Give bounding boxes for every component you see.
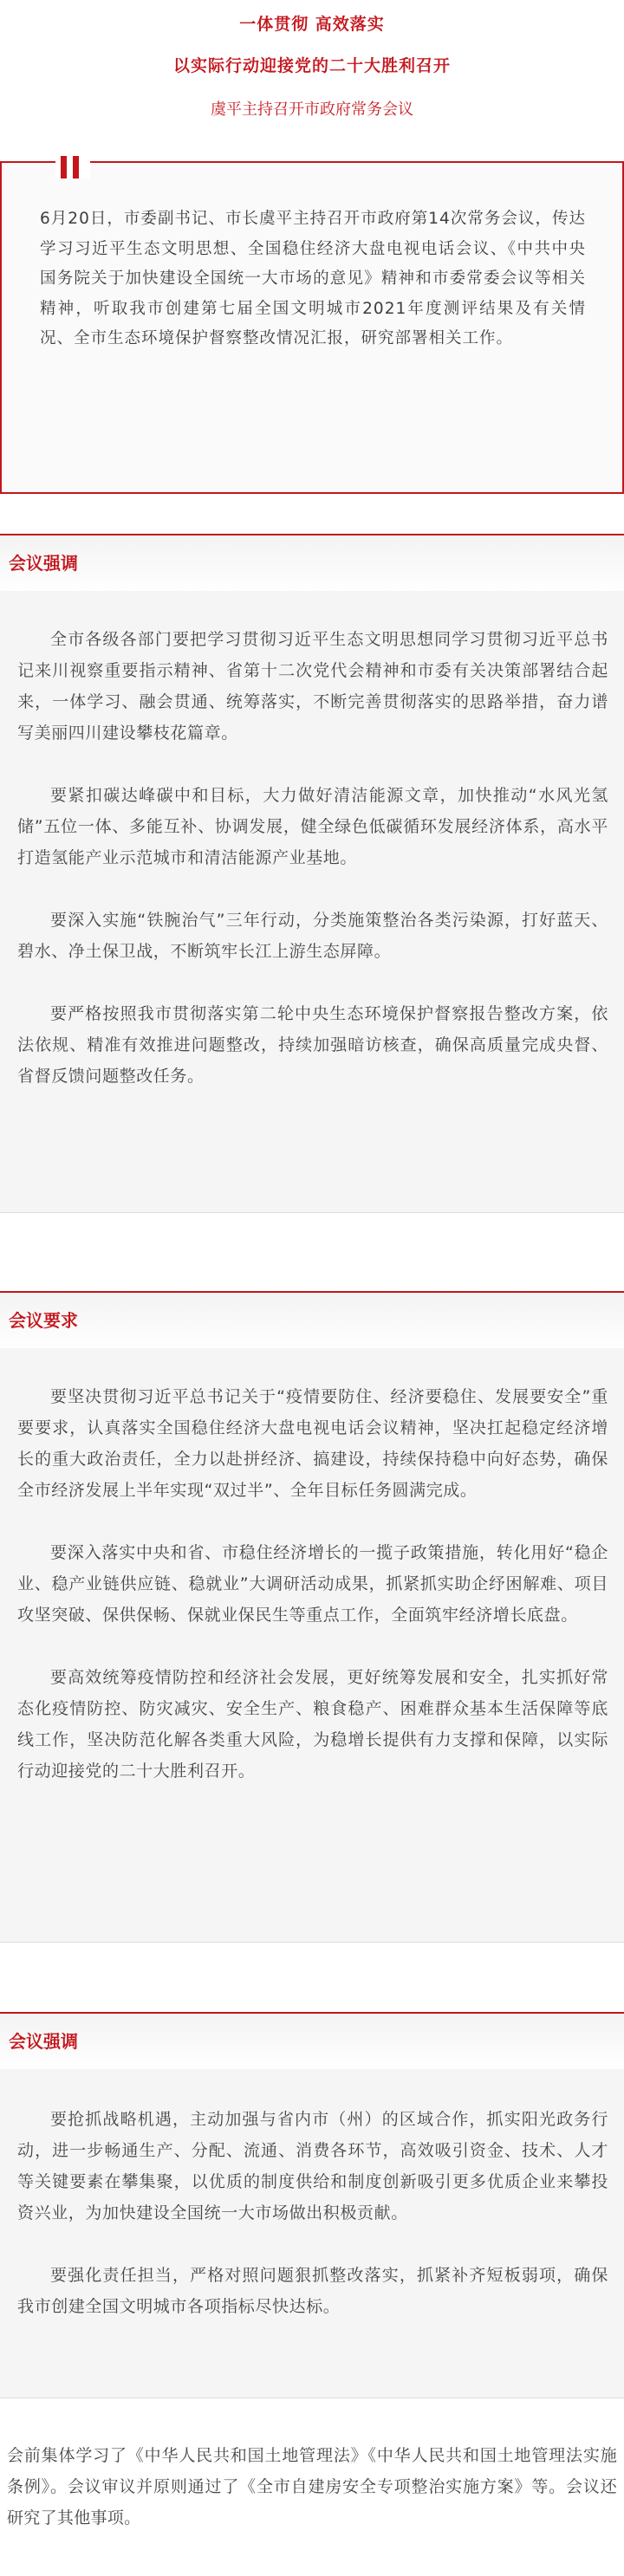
section-3-body <box>0 2069 624 2398</box>
intro-paragraph: 6月20日，市委副书记、市长虞平主持召开市政府第14次常务会议，传达学习习近平生态文明思想、全国稳住经济大盘电视电话会议、《中共中央 国务院关于加快建设全国统一大市场的意见》精神和市委常委会议等相关精神，听取我市创建第七届全国文明城市2021年度测评结果及有关情况、全市生态环境保护督察整改情况汇报，研究部署相关工作。 <box>40 210 586 347</box>
section-2-paragraph: 要深入落实中央和省、市稳住经济增长的一揽子政策措施，转化用好“稳企业、稳产业链供应链、稳就业”大调研活动成果，抓紧抓实助企纾困解难、项目攻坚突破、保供保畅、保就业保民生等重点工作，全面筑牢经济增长底盘。 <box>17 1543 608 1625</box>
headline-subtitle: 虞平主持召开市政府常务会议 <box>211 101 413 119</box>
headline-line-2: 以实际行动迎接党的二十大胜利召开 <box>172 56 451 75</box>
section-1-paragraph: 要严格按照我市贯彻落实第二轮中央生态环境保护督察报告整改方案，依法依规、精准有效推进问题整改，持续加强暗访核查，确保高质量完成央督、省督反馈问题整改任务。 <box>17 1004 608 1086</box>
closing-paragraph: 会前集体学习了《中华人民共和国土地管理法》《中华人民共和国土地管理法实施条例》。会议审议并原则通过了《全市自建房安全专项整治实施方案》等。会议还研究了其他事项。 <box>7 2446 617 2527</box>
section-2-heading <box>0 1291 624 1350</box>
section-2-title: 会议要求 <box>9 1310 78 1331</box>
section-2-paragraph: 要坚决贯彻习近平总书记关于“疫情要防住、经济要稳住、发展要安全”重要要求，认真落实全国稳住经济大盘电视电话会议精神，坚决扛起稳定经济增长的重大政治责任，全力以赴拼经济、搞建设，持续保持稳中向好态势，确保全市经济发展上半年实现“双过半”、全年目标任务圆满完成。 <box>17 1387 608 1500</box>
section-1-heading <box>0 534 624 593</box>
article-header <box>0 0 624 121</box>
pause-mark-icon <box>55 156 90 178</box>
section-1-title: 会议强调 <box>9 553 78 574</box>
section-3-title: 会议强调 <box>9 2031 78 2052</box>
intro-box <box>0 161 624 494</box>
headline-line-1: 一体贯彻 高效落实 <box>239 15 385 34</box>
section-1-paragraph: 要深入实施“铁腕治气”三年行动，分类施策整治各类污染源，打好蓝天、碧水、净土保卫战，不断筑牢长江上游生态屏障。 <box>17 911 608 961</box>
section-3-heading <box>0 2012 624 2071</box>
section-1-body <box>0 591 624 1213</box>
section-1-paragraph: 全市各级各部门要把学习贯彻习近平生态文明思想同学习贯彻习近平总书记来川视察重要指示精神、省第十二次党代会精神和市委有关决策部署结合起来，一体学习、融会贯通、统筹落实，不断完善贯彻落实的思路举措，奋力谱写美丽四川建设攀枝花篇章。 <box>17 630 608 743</box>
section-3-paragraph: 要强化责任担当，严格对照问题狠抓整改落实，抓紧补齐短板弱项，确保我市创建全国文明城市各项指标尽快达标。 <box>17 2266 608 2316</box>
section-3-paragraph: 要抢抓战略机遇，主动加强与省内市（州）的区域合作，抓实阳光政务行动，进一步畅通生产、分配、流通、消费各环节，高效吸引资金、技术、人才等关键要素在攀集聚，以优质的制度供给和制度创新吸引更多优质企业来攀投资兴业，为加快建设全国统一大市场做出积极贡献。 <box>17 2110 608 2222</box>
section-2-body <box>0 1348 624 1943</box>
section-1-paragraph: 要紧扣碳达峰碳中和目标，大力做好清洁能源文章，加快推动“水风光氢储”五位一体、多能互补、协调发展，健全绿色低碳循环发展经济体系，高水平打造氢能产业示范城市和清洁能源产业基地。 <box>17 786 608 867</box>
section-2-paragraph: 要高效统筹疫情防控和经济社会发展，更好统筹发展和安全，扎实抓好常态化疫情防控、防灾减灾、安全生产、粮食稳产、困难群众基本生活保障等底线工作，坚决防范化解各类重大风险，为稳增长提供有力支撑和保障，以实际行动迎接党的二十大胜利召开。 <box>17 1668 608 1781</box>
